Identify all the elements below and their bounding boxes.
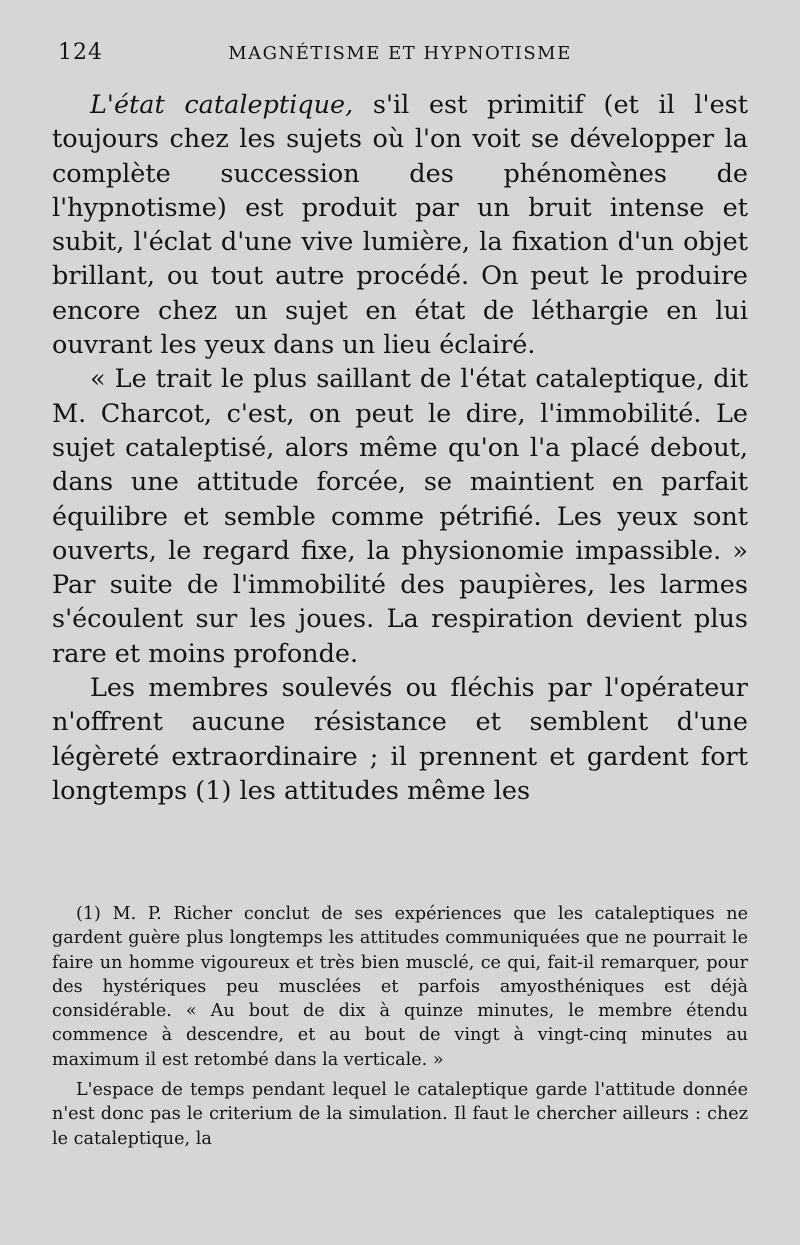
main-text [52,88,748,808]
footnote-paragraph: (1) M. P. Richer conclut de ses expériences que les cataleptiques ne gardent guère plus longtemps les attitudes communiquées que ne pourrait le faire un homme vigoureux et très bien musclé, ce qui, fait-il remarquer, pour des hystériques peu musclées et parfois amyosthéniques est déjà considérable. « Au bout de dix à quinze minutes, le membre étendu commence à descendre, et au bout de vingt à vingt-cinq minutes au maximum il est retombé dans la verticale. » [52,904,748,1070]
paragraph [52,671,748,808]
running-head [52,40,748,70]
paragraph-text: Les membres soulevés ou fléchis par l'opérateur n'offrent aucune résistance et semblent d'une légèreté extraordinaire ; il prennent et gardent fort longtemps (1) les attitudes même les [52,673,748,806]
paragraph [52,362,748,671]
footnotes [52,902,748,1151]
paragraph-text: « Le trait le plus saillant de l'état cataleptique, dit M. Charcot, c'est, on peut le dire, l'immobilité. Le sujet cataleptisé, alors même qu'on l'a placé debout, dans une attitude forcée, se maintient en parfait équilibre et semble comme pétrifié. Les yeux sont ouverts, le regard fixe, la physionomie impassible. » Par suite de l'immobilité des paupières, les larmes s'écoulent sur les joues. La respiration devient plus rare et moins profonde. [52,364,748,669]
page-number: 124 [58,40,103,65]
italic-term: L'état cataleptique, [90,90,354,120]
paragraph-text: s'il est primitif (et il l'est toujours chez les sujets où l'on voit se développer la complète succession des phénomènes de l'hypnotisme) est produit par un bruit intense et subit, l'éclat d'une vive lumière, la fixation d'un objet brillant, ou tout autre procédé. On peut le produire encore chez un sujet en état de léthargie en lui ouvrant les yeux dans un lieu éclairé. [52,90,748,361]
paragraph [52,88,748,362]
footnote-paragraph: L'espace de temps pendant lequel le cataleptique garde l'attitude donnée n'est donc pas le criterium de la simulation. Il faut le chercher ailleurs : chez le cataleptique, la [52,1080,748,1149]
running-title: MAGNÉTISME ET HYPNOTISME [228,43,572,64]
